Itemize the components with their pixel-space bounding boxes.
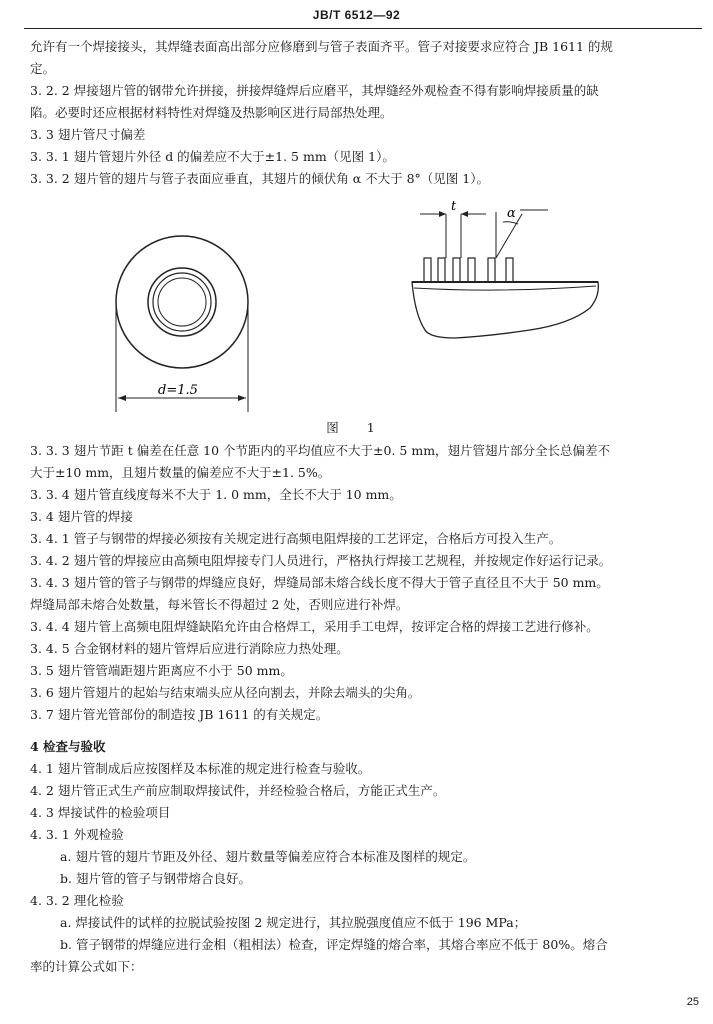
figure-caption: 图 1 — [326, 420, 387, 435]
figure-1 — [0, 200, 713, 432]
body-line: 允许有一个焊接接头，其焊缝表面高出部分应修磨到与管子表面齐平。管子对接要求应符合 JB 1611 的规 — [30, 39, 613, 54]
list-item: b. 翅片管的管子与钢带熔合良好。 — [60, 871, 251, 886]
body-line: 3. 7 翅片管光管部份的制造按 JB 1611 的有关规定。 — [30, 707, 329, 722]
body-line: 定。 — [30, 61, 56, 76]
body-line: 4. 1 翅片管制成后应按图样及本标准的规定进行检查与验收。 — [30, 761, 371, 776]
document-body — [30, 36, 700, 190]
body-line: 3. 6 翅片管翅片的起始与结束端头应从径向割去，并除去端头的尖角。 — [30, 685, 421, 700]
body-line: 3. 4. 4 翅片管上高频电阻焊缝缺陷允许由合格焊工，采用手工电焊，按评定合格的焊接工艺进行修补。 — [30, 619, 599, 634]
body-line: 焊缝局部未熔合处数量，每米管长不得超过 2 处，否则应进行补焊。 — [30, 597, 409, 612]
body-line: 3. 3. 3 翅片节距 t 偏差在任意 10 个节距内的平均值应不大于±0. 5 mm，翅片管翅片部分全长总偏差不 — [30, 443, 611, 458]
body-line: 3. 4. 5 合金钢材料的翅片管焊后应进行消除应力热处理。 — [30, 641, 349, 656]
document-code-header: JB/T 6512—92 — [312, 8, 401, 22]
body-line: 3. 3. 4 翅片管直线度每米不大于 1. 0 mm，全长不大于 10 mm。 — [30, 487, 402, 502]
page-number: 25 — [686, 996, 699, 1008]
header-divider — [24, 28, 702, 29]
body-line: 大于±10 mm，且翅片数量的偏差应不大于±1. 5%。 — [30, 465, 331, 480]
body-line: 3. 3. 1 翅片管翅片外径 d 的偏差应不大于±1. 5 mm（见图 1）。 — [30, 149, 395, 164]
body-line: 4. 3. 2 理化检验 — [30, 893, 124, 908]
body-line: 3. 3. 2 翅片管的翅片与管子表面应垂直，其翅片的倾伏角 α 不大于 8°（见图 1）。 — [30, 171, 489, 186]
document-body-continued — [30, 440, 700, 978]
dimension-label-d: d=1.5 — [158, 383, 198, 398]
body-line: 3. 4. 3 翅片管的管子与钢带的焊缝应良好，焊缝局部未熔合线长度不得大于管子直径且不大于 50 mm。 — [30, 575, 609, 590]
pitch-label-t: t — [451, 200, 457, 214]
section-heading-4: 4 检查与验收 — [30, 739, 106, 754]
list-item: a. 翅片管的翅片节距及外径、翅片数量等偏差应符合本标准及图样的规定。 — [60, 849, 476, 864]
body-line: 3. 4. 1 管子与钢带的焊接必须按有关规定进行高频电阻焊接的工艺评定，合格后方可投入生产。 — [30, 531, 562, 546]
section-heading-3-3: 3. 3 翅片管尺寸偏差 — [30, 127, 146, 142]
body-line: 3. 4. 2 翅片管的焊接应由高频电阻焊接专门人员进行，严格执行焊接工艺规程，并按规定作好运行记录。 — [30, 553, 612, 568]
body-line: 4. 3. 1 外观检验 — [30, 827, 124, 842]
body-line: 3. 2. 2 焊接翅片管的钢带允许拼接，拼接焊缝焊后应磨平，其焊缝经外观检查不得有影响焊接质量的缺 — [30, 83, 599, 98]
section-heading-3-4: 3. 4 翅片管的焊接 — [30, 509, 133, 524]
body-line: 率的计算公式如下： — [30, 959, 143, 974]
body-line: 陷。必要时还应根据材料特性对焊缝及热影响区进行局部热处理。 — [30, 105, 393, 120]
fin-tube-side-view — [412, 210, 598, 338]
angle-label-alpha: α — [507, 206, 516, 221]
list-item: b. 管子钢带的焊缝应进行金相（粗相法）检查，评定焊缝的熔合率，其熔合率应不低于 80%。熔合 — [60, 937, 608, 952]
body-line: 3. 5 翅片管管端距翅片距离应不小于 50 mm。 — [30, 663, 293, 678]
body-line: 4. 3 焊接试件的检验项目 — [30, 805, 171, 820]
list-item: a. 焊接试件的试样的拉脱试验按图 2 规定进行，其拉脱强度值应不低于 196 MPa； — [60, 915, 527, 930]
body-line: 4. 2 翅片管正式生产前应制取焊接试件，并经检验合格后，方能正式生产。 — [30, 783, 446, 798]
